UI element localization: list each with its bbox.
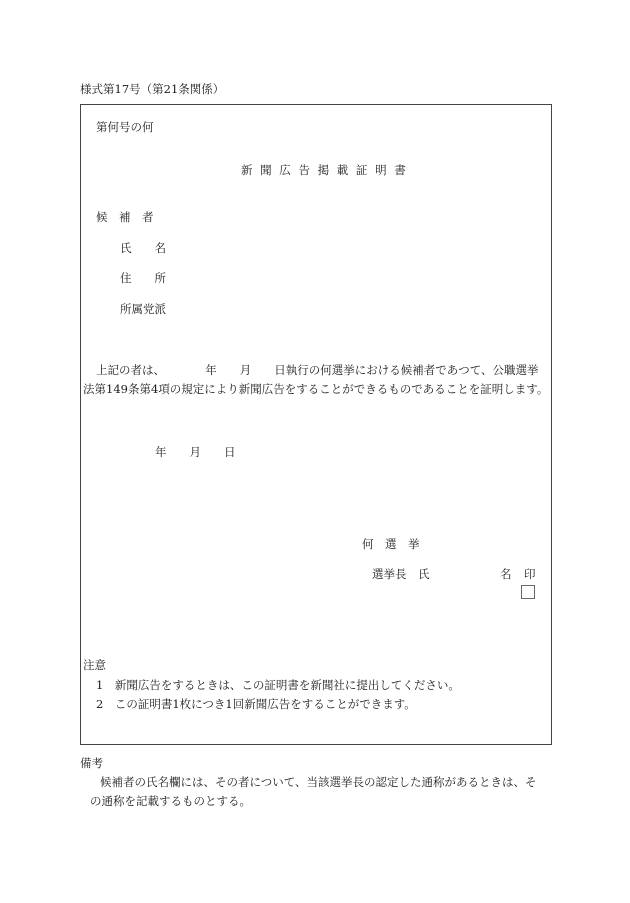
- election-chief-label: 選挙長 氏: [372, 567, 430, 581]
- note-item-1: 1 新聞広告をするときは、この証明書を新聞社に提出してください。: [96, 678, 460, 692]
- note-item-2: 2 この証明書1枚につき1回新聞広告をすることができます。: [96, 697, 416, 711]
- election-name: 何 選 挙: [362, 537, 420, 551]
- document-title: 新 聞 広 告 掲 載 証 明 書: [241, 163, 408, 177]
- statement-line-2: 法第149条第4項の規定により新聞広告をすることができるものであることを証明します。: [83, 382, 549, 396]
- seal-label: 印: [524, 567, 536, 581]
- remarks-line-1: 候補者の氏名欄には、その者について、当該選挙長の認定した通称があるときは、そ: [100, 775, 537, 789]
- name-suffix: 名: [500, 567, 512, 581]
- form-box: [80, 104, 552, 745]
- seal-box: [521, 585, 535, 599]
- issue-date: 年 月 日: [155, 445, 236, 459]
- candidate-address-label: 住 所: [120, 271, 166, 285]
- notes-heading: 注意: [83, 658, 106, 672]
- remarks-heading: 備考: [80, 756, 103, 770]
- candidate-heading: 候 補 者: [96, 210, 154, 224]
- statement-line-1: 上記の者は、 年 月 日執行の何選挙における候補者であつて、公職選挙: [96, 363, 539, 377]
- candidate-party-label: 所属党派: [120, 302, 166, 316]
- candidate-name-label: 氏 名: [120, 241, 166, 255]
- form-number: 様式第17号（第21条関係）: [80, 82, 225, 96]
- document-number: 第何号の何: [96, 120, 154, 134]
- remarks-line-2: の通称を記載するものとする。: [90, 794, 251, 808]
